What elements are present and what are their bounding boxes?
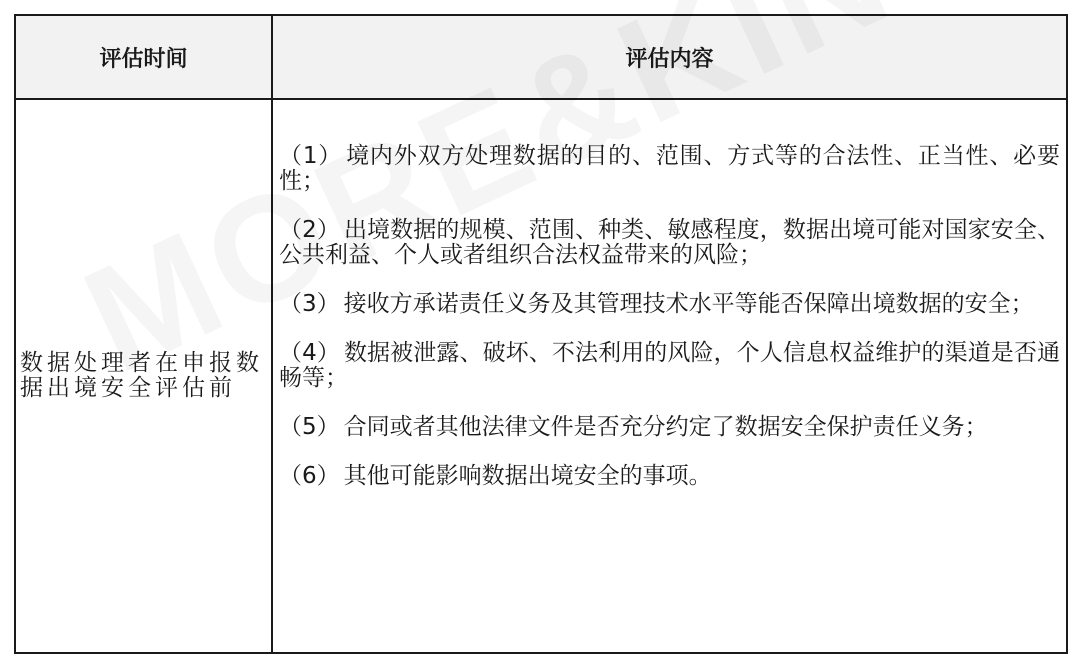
- item-number: （1）: [279, 143, 343, 169]
- item-text: 其他可能影响数据出境安全的事项。: [343, 463, 712, 489]
- table-row: [15, 99, 1067, 653]
- assessment-time-cell: 数据处理者在申报数据出境安全评估前: [15, 99, 272, 653]
- item-text: 合同或者其他法律文件是否充分约定了数据安全保护责任义务；: [343, 414, 988, 440]
- item-text: 境内外双方处理数据的目的、范围、方式等的合法性、正当性、必要性；: [279, 143, 1060, 194]
- item-number: （5）: [279, 414, 340, 440]
- item-number: （3）: [279, 291, 340, 317]
- header-assessment-content: 评估内容: [272, 15, 1067, 99]
- content-item-3: [279, 292, 1060, 317]
- content-item-1: [279, 144, 1060, 194]
- content-item-2: [279, 218, 1060, 268]
- table-header-row: [15, 15, 1067, 99]
- content-item-6: [279, 464, 1060, 489]
- assessment-table: [14, 14, 1068, 654]
- item-text: 出境数据的规模、范围、种类、敏感程度，数据出境可能对国家安全、公共利益、个人或者组织合法权益带来的风险；: [279, 217, 1061, 268]
- item-text: 接收方承诺责任义务及其管理技术水平等能否保障出境数据的安全；: [343, 291, 1034, 317]
- assessment-content-cell: [272, 99, 1067, 653]
- item-number: （6）: [279, 463, 340, 489]
- item-number: （4）: [279, 340, 340, 366]
- item-number: （2）: [279, 217, 340, 243]
- content-item-4: [279, 341, 1060, 391]
- item-text: 数据被泄露、破坏、不法利用的风险，个人信息权益维护的渠道是否通畅等；: [279, 340, 1061, 391]
- content-item-5: [279, 415, 1060, 440]
- header-assessment-time: 评估时间: [15, 15, 272, 99]
